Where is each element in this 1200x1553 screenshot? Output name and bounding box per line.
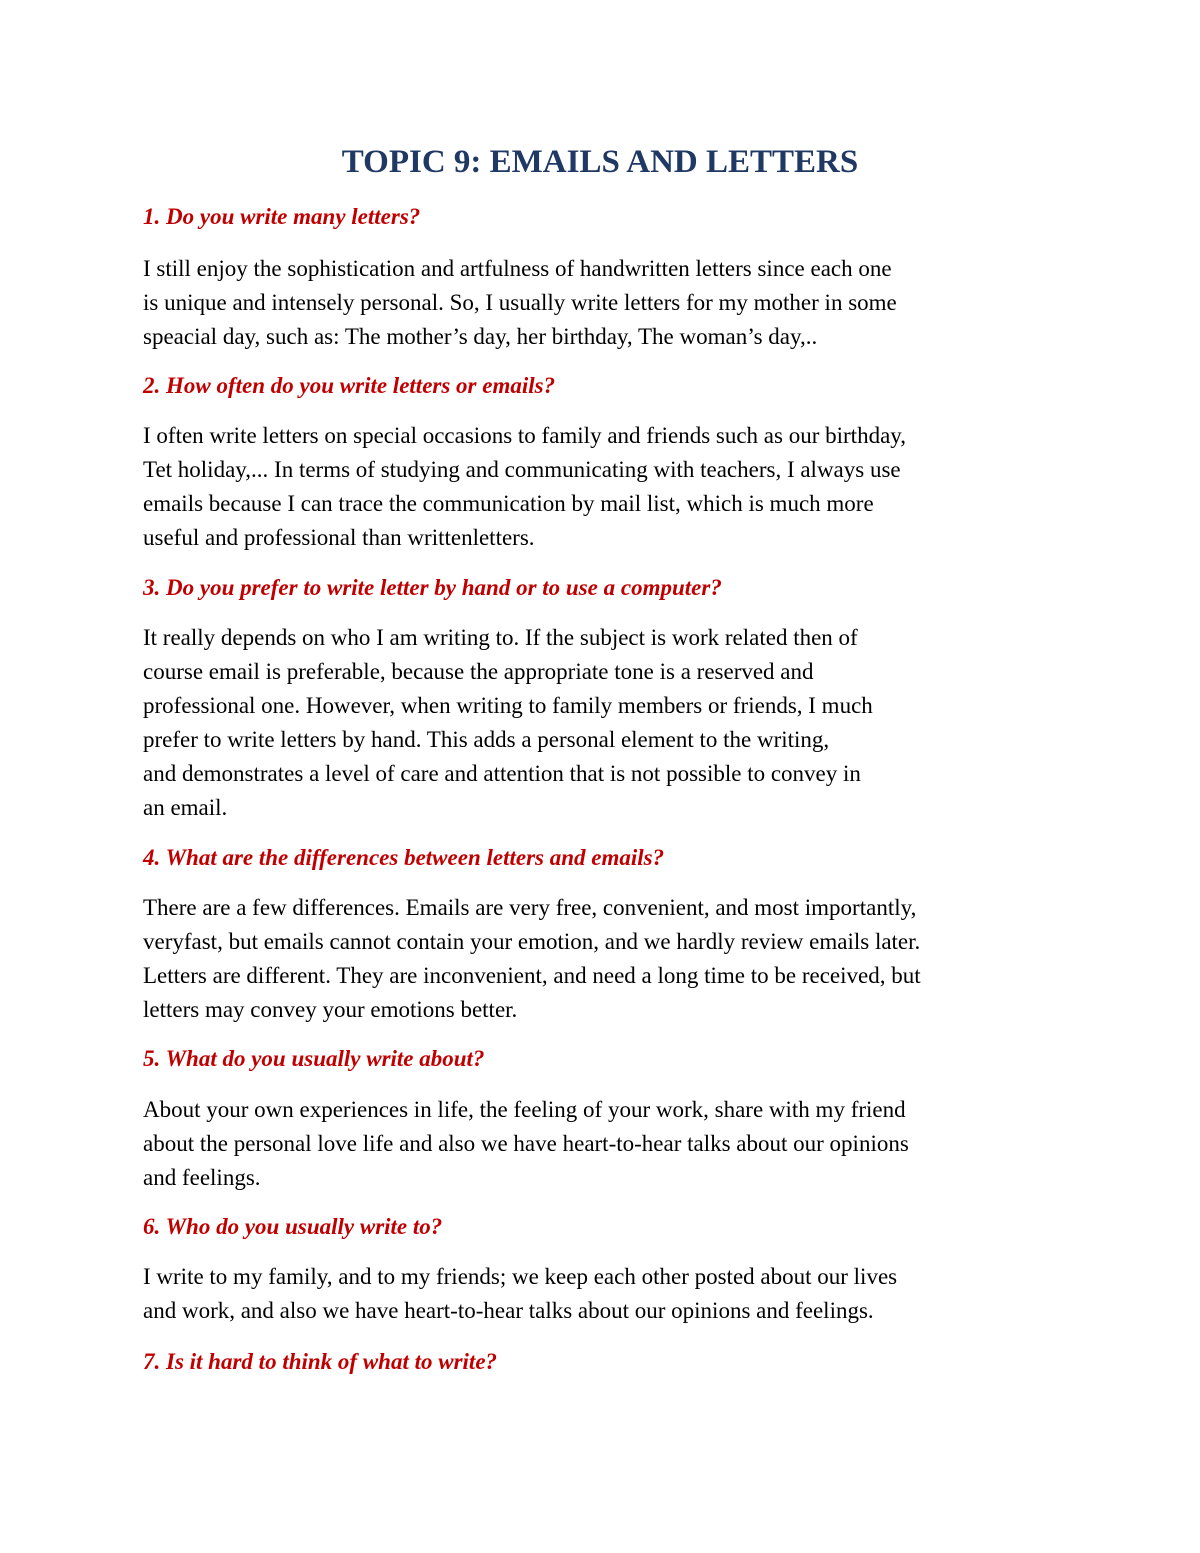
answer-6: [143, 1260, 1083, 1328]
question-7: 7. Is it hard to think of what to write?: [143, 1349, 498, 1374]
page-title: TOPIC 9: EMAILS AND LETTERS: [341, 144, 859, 180]
question-1: 1. Do you write many letters?: [143, 204, 421, 229]
question-2: 2. How often do you write letters or emails?: [143, 373, 556, 398]
answer-line: Letters are different. They are inconvenient, and need a long time to be received, but: [143, 963, 921, 988]
answer-line: Tet holiday,... In terms of studying and communicating with teachers, I always use: [143, 457, 901, 482]
answer-line: I write to my family, and to my friends; we keep each other posted about our lives: [143, 1264, 898, 1289]
answer-line: About your own experiences in life, the feeling of your work, share with my friend: [143, 1097, 906, 1122]
question-3: 3. Do you prefer to write letter by hand or to use a computer?: [143, 575, 722, 600]
answer-line: emails because I can trace the communication by mail list, which is much more: [143, 491, 874, 516]
answer-line: prefer to write letters by hand. This adds a personal element to the writing,: [143, 727, 830, 752]
answer-line: an email.: [143, 795, 228, 820]
answer-line: and work, and also we have heart-to-hear talks about our opinions and feelings.: [143, 1298, 874, 1323]
answer-5: [143, 1093, 1083, 1195]
answer-line: useful and professional than writtenletters.: [143, 525, 535, 550]
answer-2: [143, 419, 1083, 555]
answer-line: about the personal love life and also we have heart-to-hear talks about our opinions: [143, 1131, 909, 1156]
answer-line: It really depends on who I am writing to. If the subject is work related then of: [143, 625, 858, 650]
question-6: 6. Who do you usually write to?: [143, 1214, 443, 1239]
question-4: 4. What are the differences between letters and emails?: [143, 845, 665, 870]
answer-line: course email is preferable, because the appropriate tone is a reserved and: [143, 659, 814, 684]
question-5: 5. What do you usually write about?: [143, 1046, 485, 1071]
answer-4: [143, 891, 1083, 1027]
answer-line: speacial day, such as: The mother’s day, her birthday, The woman’s day,..: [143, 324, 818, 349]
answer-1: [143, 252, 1083, 354]
answer-line: and feelings.: [143, 1165, 261, 1190]
answer-line: is unique and intensely personal. So, I usually write letters for my mother in some: [143, 290, 897, 315]
answer-line: There are a few differences. Emails are very free, convenient, and most importantly,: [143, 895, 917, 920]
answer-line: I often write letters on special occasions to family and friends such as our birthday,: [143, 423, 907, 448]
answer-line: and demonstrates a level of care and attention that is not possible to convey in: [143, 761, 861, 786]
answer-line: I still enjoy the sophistication and artfulness of handwritten letters since each one: [143, 256, 892, 281]
answer-line: professional one. However, when writing to family members or friends, I much: [143, 693, 873, 718]
answer-3: [143, 621, 1083, 825]
answer-line: letters may convey your emotions better.: [143, 997, 518, 1022]
answer-line: veryfast, but emails cannot contain your emotion, and we hardly review emails later.: [143, 929, 921, 954]
